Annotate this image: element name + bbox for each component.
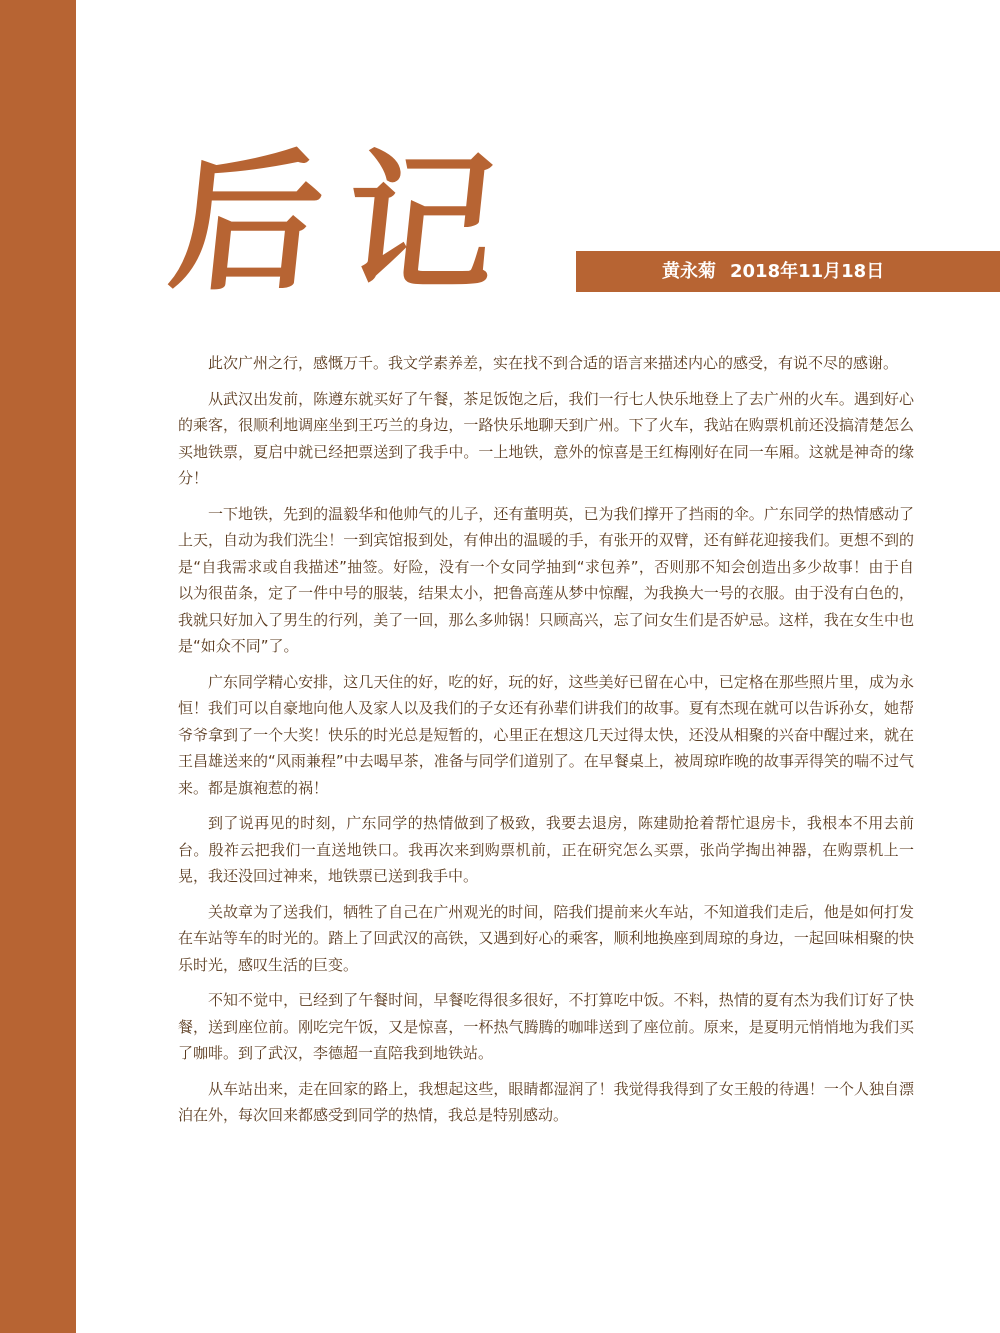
paragraph: 从武汉出发前，陈遵东就买好了午餐，茶足饭饱之后，我们一行七人快乐地登上了去广州的火车。遇到好心的乘客，很顺利地调座坐到王巧兰的身边，一路快乐地聊天到广州。下了火车，我站在购票机前还没搞清楚怎么买地铁票，夏启中就已经把票送到了我手中。一上地铁，意外的惊喜是王红梅刚好在同一车厢。这就是神奇的缘分！	[178, 389, 914, 487]
author-date-line	[662, 251, 884, 292]
date-text: 2018年11月18日	[730, 261, 885, 282]
page-title: 后记	[162, 135, 530, 311]
left-decorative-band	[0, 0, 76, 1333]
paragraph: 从车站出来，走在回家的路上，我想起这些，眼睛都湿润了！我觉得我得到了女王般的待遇！一个人独自漂泊在外，每次回来都感受到同学的热情，我总是特别感动。	[178, 1079, 914, 1124]
article-body	[178, 350, 914, 1138]
paragraph: 到了说再见的时刻，广东同学的热情做到了极致，我要去退房，陈建勋抢着帮忙退房卡，我根本不用去前台。殷祚云把我们一直送地铁口。我再次来到购票机前，正在研究怎么买票，张尚学掏出神器，在购票机上一晃，我还没回过神来，地铁票已送到我手中。	[178, 814, 914, 885]
author-name: 黄永菊	[662, 261, 716, 282]
paragraph: 关故章为了送我们，牺牲了自己在广州观光的时间，陪我们提前来火车站，不知道我们走后，他是如何打发在车站等车的时光的。踏上了回武汉的高铁，又遇到好心的乘客，顺利地换座到周琼的身边，一起回味相聚的快乐时光，感叹生活的巨变。	[178, 902, 914, 974]
paragraph: 不知不觉中，已经到了午餐时间，早餐吃得很多很好，不打算吃中饭。不料，热情的夏有杰为我们订好了快餐，送到座位前。刚吃完午饭，又是惊喜，一杯热气腾腾的咖啡送到了座位前。原来，是夏明元悄悄地为我们买了咖啡。到了武汉，李德超一直陪我到地铁站。	[178, 991, 914, 1062]
paragraph: 此次广州之行，感慨万千。我文学素养差，实在找不到合适的语言来描述内心的感受，有说不尽的感谢。	[208, 354, 899, 372]
paragraph: 广东同学精心安排，这几天住的好，吃的好，玩的好，这些美好已留在心中，已定格在那些照片里，成为永恒！我们可以自豪地向他人及家人以及我们的子女还有孙辈们讲我们的故事。夏有杰现在就可以告诉孙女，她帮爷爷拿到了一个大奖！快乐的时光总是短暂的，心里正在想这几天过得太快，还没从相聚的兴奋中醒过来，就在王昌雄送来的“风雨兼程”中去喝早茶，准备与同学们道别了。在早餐桌上，被周琼昨晚的故事弄得笑的喘不过气来。都是旗袍惹的祸！	[178, 672, 914, 797]
paragraph: 一下地铁，先到的温毅华和他帅气的儿子，还有董明英，已为我们撑开了挡雨的伞。广东同学的热情感动了上天，自动为我们洗尘！一到宾馆报到处，有伸出的温暖的手，有张开的双臂，还有鲜花迎接我们。更想不到的是“自我需求或自我描述”抽签。好险，没有一个女同学抽到“求包养”，否则那不知会创造出多少故事！由于自以为很苗条，定了一件中号的服装，结果太小，把鲁高莲从梦中惊醒，为我换大一号的衣服。由于没有白色的，我就只好加入了男生的行列，美了一回，那么多帅锅！只顾高兴，忘了问女生们是否妒忌。这样，我在女生中也是“如众不同”了。	[178, 504, 914, 655]
